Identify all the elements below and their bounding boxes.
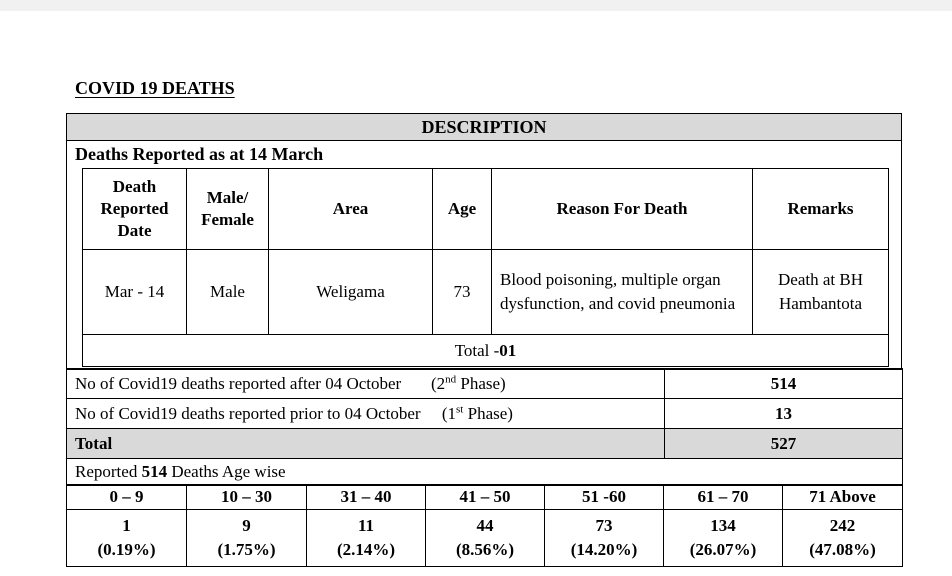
age-percent: (8.56%) (455, 540, 515, 559)
death-total-label: Total - (454, 340, 500, 360)
description-header: DESCRIPTION (66, 113, 902, 140)
after-phase-text: Phase) (456, 373, 506, 393)
age-count: 73 (595, 516, 613, 535)
summary-table (66, 368, 903, 486)
after-label: No of Covid19 deaths reported after 04 October (75, 373, 402, 393)
age-percent: (14.20%) (570, 540, 638, 559)
age-range-cell: 61 – 70 (664, 485, 783, 510)
age-count: 1 (122, 516, 131, 535)
header-remarks: Remarks (753, 169, 889, 250)
cell-remarks: Death at BH Hambantota (753, 250, 889, 335)
summary-row-reported (67, 459, 903, 486)
age-range-cell: 41 – 50 (426, 485, 545, 510)
age-count-cell (783, 510, 903, 567)
age-count-cell (67, 510, 187, 567)
death-details-table (82, 168, 889, 367)
prior-phase-sup: st (456, 402, 464, 415)
header-age: Age (433, 169, 492, 250)
age-count: 9 (242, 516, 251, 535)
reported-prefix: Reported (75, 462, 142, 481)
top-bar (0, 0, 952, 11)
after-label-cell (67, 369, 665, 399)
summary-row-total (67, 429, 903, 459)
age-distribution-table (66, 484, 903, 567)
age-range-cell: 31 – 40 (307, 485, 426, 510)
after-phase-sup: nd (445, 372, 457, 385)
prior-label-cell (67, 399, 665, 429)
age-count-cell (426, 510, 545, 567)
table-row (83, 250, 889, 335)
header-reason: Reason For Death (492, 169, 753, 250)
age-count: 11 (357, 516, 375, 535)
prior-phase-num: (1 (441, 403, 457, 423)
total-value: 527 (665, 429, 903, 459)
prior-phase-text: Phase) (463, 403, 513, 423)
age-percent: (26.07%) (689, 540, 757, 559)
death-table-total-row (83, 335, 889, 367)
prior-value: 13 (665, 399, 903, 429)
total-label: Total (67, 429, 665, 459)
age-count-cell (307, 510, 426, 567)
age-range-cell: 71 Above (783, 485, 903, 510)
age-range-cell: 51 -60 (545, 485, 664, 510)
death-total-cell (83, 335, 889, 367)
death-total-value: 01 (499, 340, 517, 360)
cell-date: Mar - 14 (83, 250, 187, 335)
after-value: 514 (665, 369, 903, 399)
age-percent: (2.14%) (336, 540, 396, 559)
age-percent: (1.75%) (217, 540, 276, 559)
age-range-cell: 0 – 9 (67, 485, 187, 510)
header-gender: Male/ Female (187, 169, 269, 250)
summary-row-prior (67, 399, 903, 429)
age-count: 242 (829, 516, 856, 535)
age-percent: (47.08%) (809, 540, 876, 559)
age-count-row (67, 510, 903, 567)
summary-row-after (67, 369, 903, 399)
age-percent: (0.19%) (97, 540, 156, 559)
prior-label: No of Covid19 deaths reported prior to 04 October (75, 403, 421, 423)
age-range-row (67, 485, 903, 510)
header-area: Area (269, 169, 433, 250)
cell-gender: Male (187, 250, 269, 335)
cell-reason: Blood poisoning, multiple organ dysfunction, and covid pneumonia (492, 250, 753, 335)
age-count-cell (664, 510, 783, 567)
age-count-cell (187, 510, 307, 567)
reported-cell (67, 459, 903, 486)
age-count: 134 (710, 516, 736, 535)
reported-count: 514 (141, 462, 168, 481)
age-count-cell (545, 510, 664, 567)
deaths-reported-heading: Deaths Reported as at 14 March (75, 144, 324, 164)
cell-area: Weligama (269, 250, 433, 335)
death-table-header-row (83, 169, 889, 250)
after-phase-num: (2 (430, 373, 446, 393)
page-title: COVID 19 DEATHS (75, 78, 235, 98)
header-date: Death Reported Date (83, 169, 187, 250)
age-count: 44 (476, 516, 494, 535)
reported-suffix: Deaths Age wise (167, 462, 286, 481)
cell-age: 73 (433, 250, 492, 335)
age-range-cell: 10 – 30 (187, 485, 307, 510)
